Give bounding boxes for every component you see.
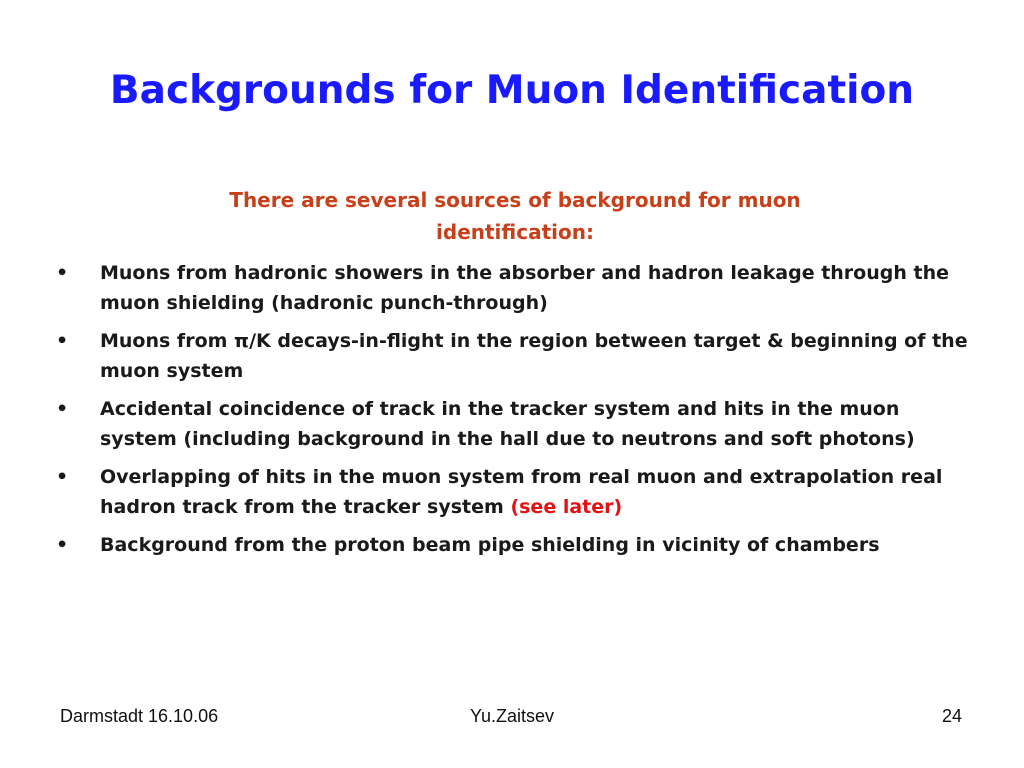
bullet-text: Overlapping of hits in the muon system from real muon and extrapolation real hadron track from the tracker system — [100, 466, 943, 518]
bullet-text: Muons from π/K decays-in-flight in the region between target & beginning of the muon system — [100, 330, 968, 382]
bullet-item — [56, 258, 976, 318]
footer-date: Darmstadt 16.10.06 — [60, 706, 219, 726]
bullet-text: Muons from hadronic showers in the absorber and hadron leakage through the muon shielding (hadronic punch-through) — [100, 262, 949, 314]
bullet-item — [56, 530, 976, 560]
see-later-note: (see later) — [510, 496, 623, 518]
bullet-icon: • — [56, 398, 69, 420]
bullet-icon: • — [56, 466, 69, 488]
slide-title: Backgrounds for Muon Identification — [109, 68, 915, 113]
bullet-icon: • — [56, 534, 69, 556]
intro-text: There are several sources of background for muon identification: — [229, 188, 801, 244]
bullet-text: Background from the proton beam pipe shielding in vicinity of chambers — [100, 534, 880, 556]
bullet-item — [56, 462, 976, 522]
footer-author: Yu.Zaitsev — [469, 706, 555, 726]
bullet-item — [56, 326, 976, 386]
bullet-list — [56, 258, 976, 568]
bullet-text: Accidental coincidence of track in the tracker system and hits in the muon system (including background in the hall due to neutrons and soft photons) — [100, 398, 915, 450]
bullet-item — [56, 394, 976, 454]
bullet-icon: • — [56, 330, 69, 352]
bullet-icon: • — [56, 262, 69, 284]
page-number: 24 — [941, 706, 962, 726]
